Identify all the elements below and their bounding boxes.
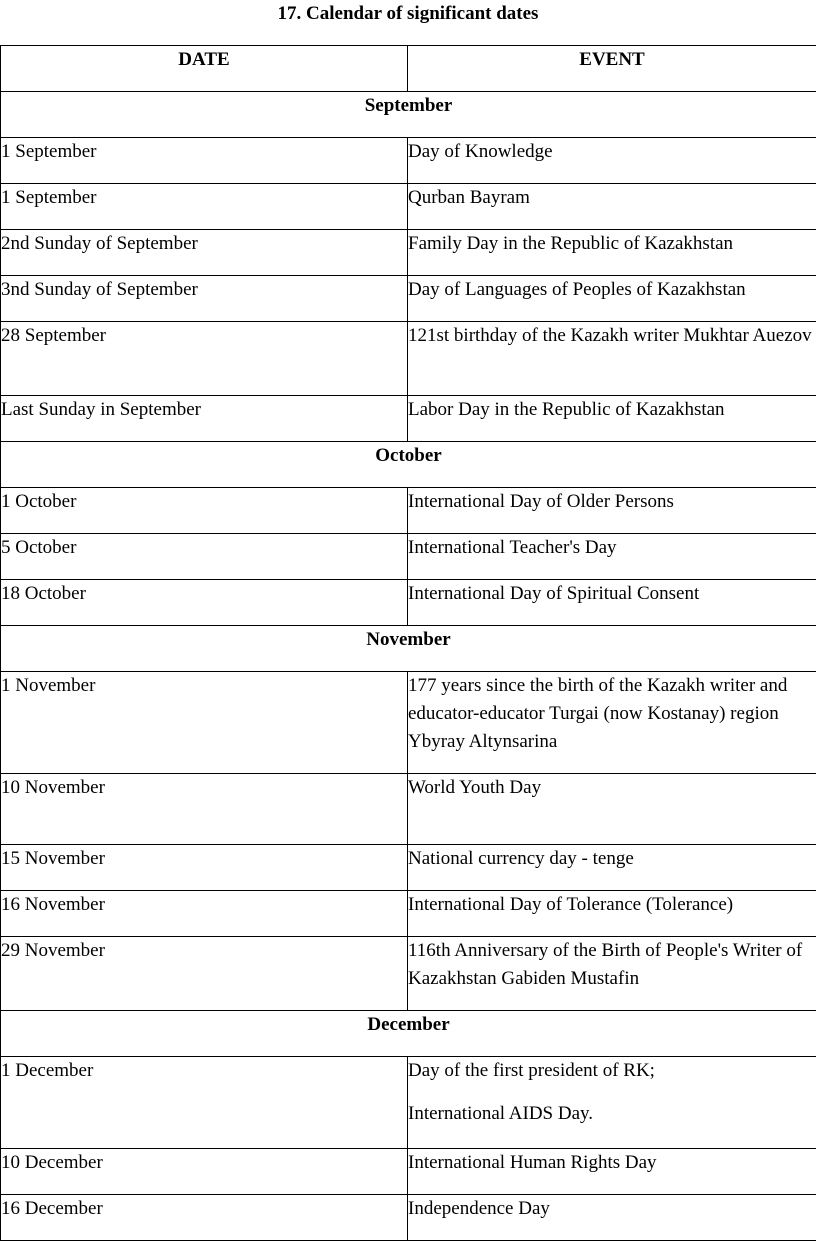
date-cell: 1 September: [1, 184, 408, 230]
table-row: [1, 322, 816, 396]
event-cell: National currency day - tenge: [408, 845, 816, 891]
date-cell: 1 November: [1, 672, 408, 774]
column-header-date: DATE: [1, 46, 408, 92]
date-cell: 1 October: [1, 488, 408, 534]
date-cell: 3nd Sunday of September: [1, 276, 408, 322]
date-cell: 10 November: [1, 774, 408, 845]
event-cell: Independence Day: [408, 1195, 816, 1241]
table-row: [1, 534, 816, 580]
table-row: [1, 276, 816, 322]
table-row: [1, 396, 816, 442]
date-cell: 5 October: [1, 534, 408, 580]
calendar-table: [0, 45, 816, 1241]
table-row: [1, 845, 816, 891]
table-row: [1, 937, 816, 1011]
event-cell: International Day of Tolerance (Tolerance): [408, 891, 816, 937]
date-cell: 1 September: [1, 138, 408, 184]
event-cell: International Day of Older Persons: [408, 488, 816, 534]
date-cell: 28 September: [1, 322, 408, 396]
table-row: [1, 230, 816, 276]
date-cell: 16 November: [1, 891, 408, 937]
table-row: [1, 488, 816, 534]
event-cell: 121st birthday of the Kazakh writer Mukhtar Auezov: [408, 322, 816, 396]
table-row: [1, 184, 816, 230]
date-cell: 1 December: [1, 1057, 408, 1149]
event-cell: International Day of Spiritual Consent: [408, 580, 816, 626]
column-header-event: EVENT: [408, 46, 816, 92]
event-cell: International Human Rights Day: [408, 1149, 816, 1195]
event-cell: Qurban Bayram: [408, 184, 816, 230]
table-row: [1, 891, 816, 937]
date-cell: 29 November: [1, 937, 408, 1011]
event-cell: 177 years since the birth of the Kazakh writer and educator-educator Turgai (now Kostanay) region Ybyray Altynsarina: [408, 672, 816, 774]
date-cell: Last Sunday in September: [1, 396, 408, 442]
event-cell: Labor Day in the Republic of Kazakhstan: [408, 396, 816, 442]
month-label: September: [1, 92, 816, 138]
table-row: [1, 1057, 816, 1149]
table-row: [1, 1195, 816, 1241]
event-cell: Day of Knowledge: [408, 138, 816, 184]
month-label: December: [1, 1011, 816, 1057]
date-cell: 15 November: [1, 845, 408, 891]
event-cell: World Youth Day: [408, 774, 816, 845]
event-line: Day of the first president of RK;: [408, 1060, 655, 1081]
event-cell: [408, 1057, 816, 1149]
month-label: October: [1, 442, 816, 488]
date-cell: 18 October: [1, 580, 408, 626]
table-row: [1, 1149, 816, 1195]
month-label: November: [1, 626, 816, 672]
event-line: International AIDS Day.: [408, 1103, 594, 1124]
date-cell: 2nd Sunday of September: [1, 230, 408, 276]
month-row-october: [1, 442, 816, 488]
table-row: [1, 138, 816, 184]
event-cell: Family Day in the Republic of Kazakhstan: [408, 230, 816, 276]
month-row-september: [1, 92, 816, 138]
date-cell: 16 December: [1, 1195, 408, 1241]
table-header-row: [1, 46, 816, 92]
table-row: [1, 580, 816, 626]
table-row: [1, 774, 816, 845]
page-title: 17. Calendar of significant dates: [277, 3, 539, 24]
month-row-november: [1, 626, 816, 672]
event-cell: Day of Languages of Peoples of Kazakhstan: [408, 276, 816, 322]
event-cell: 116th Anniversary of the Birth of People's Writer of Kazakhstan Gabiden Mustafin: [408, 937, 816, 1011]
date-cell: 10 December: [1, 1149, 408, 1195]
month-row-december: [1, 1011, 816, 1057]
table-row: [1, 672, 816, 774]
event-cell: International Teacher's Day: [408, 534, 816, 580]
